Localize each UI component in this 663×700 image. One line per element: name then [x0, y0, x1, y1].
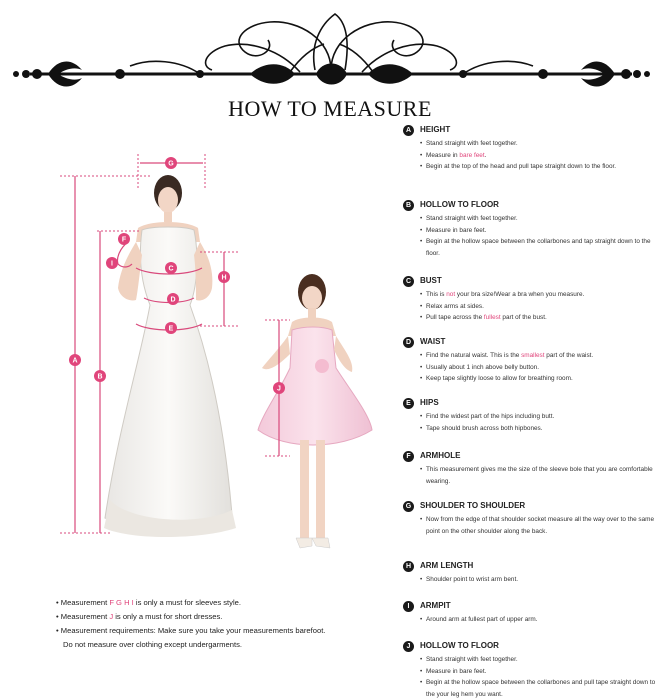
label-j-badge: [273, 382, 285, 394]
step-bullet: • This measurement gives me the size of the sleeve bole that you are comfortable wearing.: [420, 464, 658, 487]
figure-label-i: I: [111, 260, 113, 268]
figure-label-h: H: [221, 274, 227, 282]
step-bullet: • Stand straight with feet together.: [420, 138, 658, 150]
step-bullet: • This is not your bra size!Wear a bra when you measure.: [420, 289, 658, 301]
step-bullets: [420, 411, 658, 434]
step-badge: C: [403, 276, 414, 287]
figure-label-f: F: [121, 236, 127, 244]
step-badge: A: [403, 125, 414, 136]
step-bullet: • Stand straight with feet together.: [420, 654, 658, 666]
note-line: • Measurement F G H I is only a must for sleeves style.: [56, 598, 241, 607]
figure-label-b: B: [97, 373, 103, 381]
measurement-notes: [56, 596, 386, 652]
step-bullets: [420, 654, 658, 700]
step-bullet: • Find the natural waist. This is the smallest part of the waist.: [420, 350, 658, 362]
figure-label-g: G: [168, 160, 174, 168]
step-badge: F: [403, 451, 414, 462]
model-short-dress: [258, 274, 372, 548]
note-line: Do not measure over clothing except undergarments.: [63, 640, 242, 649]
label-d-badge: [167, 293, 179, 305]
step-title: ARM LENGTH: [420, 561, 474, 570]
label-b-badge: [94, 370, 106, 382]
step-bullet: • Around arm at fullest part of upper arm.: [420, 614, 658, 626]
note-line: • Measurement J is only a must for short dresses.: [56, 612, 223, 621]
step-bullets: [420, 289, 658, 324]
step-bullets: [420, 574, 658, 586]
step-bullet: • Usually about 1 inch above belly button.: [420, 362, 658, 374]
step-title: BUST: [420, 276, 442, 285]
step-badge: E: [403, 398, 414, 409]
step-bullet: • Measure in bare feet.: [420, 666, 658, 678]
figure-label-d: D: [170, 296, 176, 304]
step-title: HIPS: [420, 398, 439, 407]
step-bullet: • Measure in bare feet.: [420, 225, 658, 237]
figure-label-j: J: [277, 385, 281, 393]
step-title: ARMHOLE: [420, 451, 461, 460]
step-badge: B: [403, 200, 414, 211]
measurement-illustration: [0, 130, 400, 570]
step-title: SHOULDER TO SHOULDER: [420, 501, 526, 510]
figure-label-e: E: [168, 325, 174, 333]
step-bullets: [420, 350, 658, 385]
step-bullets: [420, 614, 658, 626]
step-bullets: [420, 514, 658, 537]
step-bullet: • Relax arms at sides.: [420, 301, 658, 313]
step-title: WAIST: [420, 337, 446, 346]
label-e-badge: [165, 322, 177, 334]
figure-label-a: A: [72, 357, 78, 365]
step-bullet: • Begin at the top of the head and pull tape straight down to the floor.: [420, 161, 658, 173]
step-bullet: • Begin at the hollow space between the collarbones and tap straight down to the floor.: [420, 236, 658, 259]
step-title: HOLLOW TO FLOOR: [420, 200, 499, 209]
step-bullet: • Shoulder point to wrist arm bent.: [420, 574, 658, 586]
figure-label-c: C: [168, 265, 174, 273]
step-badge: J: [403, 641, 414, 652]
step-title: HEIGHT: [420, 125, 451, 134]
label-c-badge: [165, 262, 177, 274]
step-badge: I: [403, 601, 414, 612]
note-line: • Measurement requirements: Make sure you take your measurements barefoot.: [56, 626, 326, 635]
model-long-gown: [104, 175, 236, 537]
label-h-badge: [218, 271, 230, 283]
step-bullet: • Now from the edge of that shoulder socket measure all the way over to the same point on the other shoulder along the back.: [420, 514, 658, 537]
step-badge: G: [403, 501, 414, 512]
label-a-badge: [69, 354, 81, 366]
step-bullets: [420, 213, 658, 259]
label-i-badge: [106, 257, 118, 269]
step-title: HOLLOW TO FLOOR: [420, 641, 499, 650]
page-title: HOW TO MEASURE: [228, 96, 432, 121]
label-g-badge: [165, 157, 177, 169]
step-title: ARMPIT: [420, 601, 451, 610]
step-bullets: [420, 138, 658, 173]
step-bullet: • Begin at the hollow space between the collarbones and pull tape straight down to the your leg hem you want.: [420, 677, 658, 700]
step-badge: D: [403, 337, 414, 348]
step-bullet: • Pull tape across the fullest part of the bust.: [420, 312, 658, 324]
decorative-ornament: [0, 0, 663, 100]
step-bullet: • Keep tape slightly loose to allow for breathing room.: [420, 373, 658, 385]
step-bullet: • Tape should brush across both hipbones.: [420, 423, 658, 435]
step-badge: H: [403, 561, 414, 572]
step-bullet: • Stand straight with feet together.: [420, 213, 658, 225]
step-bullet: • Measure in bare feet.: [420, 150, 658, 162]
step-bullets: [420, 464, 658, 487]
step-bullet: • Find the widest part of the hips including butt.: [420, 411, 658, 423]
label-f-badge: [118, 233, 130, 245]
